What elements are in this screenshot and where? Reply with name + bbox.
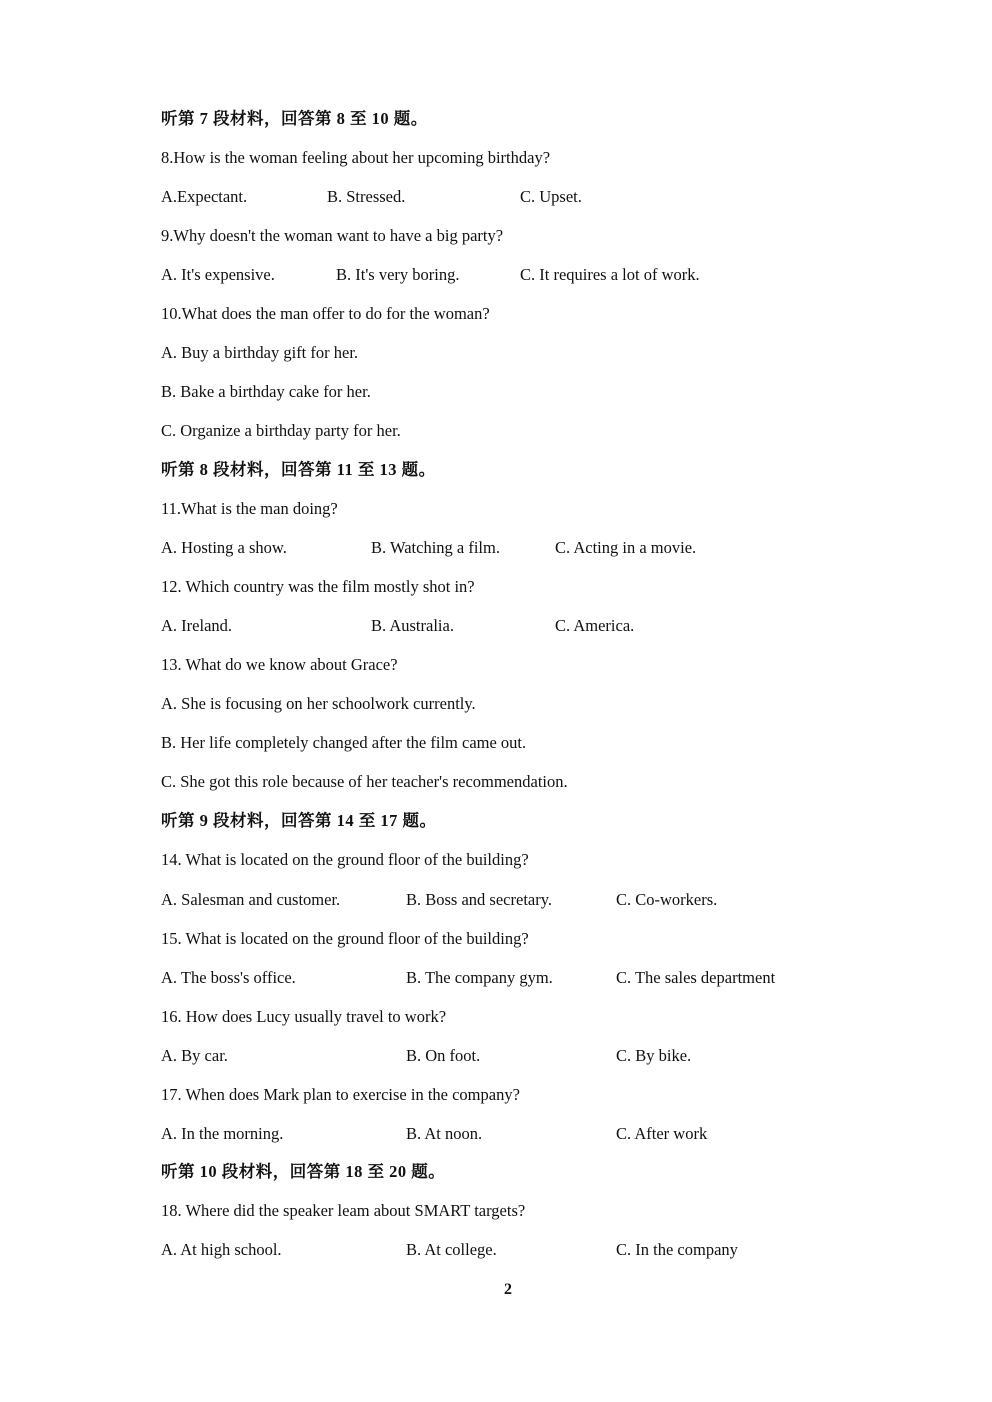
question-12-stem: 12. Which country was the film mostly shot in? [161, 577, 475, 596]
question-8-option-b: B. Stressed. [327, 187, 406, 206]
question-18-option-b: B. At college. [406, 1240, 497, 1259]
question-18-options [161, 1238, 861, 1262]
section-heading-9: 听第 9 段材料，回答第 14 至 17 题。 [161, 811, 437, 830]
question-12-option-c: C. America. [555, 616, 635, 635]
question-17-option-b: B. At noon. [406, 1124, 483, 1143]
question-8-option-a: A.Expectant. [161, 187, 248, 206]
question-14-options [161, 888, 861, 912]
question-8-stem: 8.How is the woman feeling about her upcoming birthday? [161, 148, 551, 167]
question-10-option-b: B. Bake a birthday cake for her. [161, 382, 371, 401]
question-16-stem: 16. How does Lucy usually travel to work? [161, 1007, 447, 1026]
question-12-option-a: A. Ireland. [161, 616, 233, 635]
question-18-stem: 18. Where did the speaker leam about SMART targets? [161, 1201, 526, 1220]
question-18-option-c: C. In the company [616, 1240, 738, 1259]
question-17-option-a: A. In the morning. [161, 1124, 284, 1143]
question-16-option-a: A. By car. [161, 1046, 228, 1065]
question-16-options [161, 1044, 861, 1068]
page-number: 2 [504, 1281, 512, 1298]
question-13-stem: 13. What do we know about Grace? [161, 655, 398, 674]
question-10-stem: 10.What does the man offer to do for the woman? [161, 304, 490, 323]
section-heading-10: 听第 10 段材料，回答第 18 至 20 题。 [161, 1162, 446, 1181]
question-14-option-a: A. Salesman and customer. [161, 890, 341, 909]
question-17-stem: 17. When does Mark plan to exercise in the company? [161, 1085, 520, 1104]
section-heading-7: 听第 7 段材料，回答第 8 至 10 题。 [161, 109, 428, 128]
question-9-stem: 9.Why doesn't the woman want to have a big party? [161, 226, 504, 245]
question-8-options [161, 185, 861, 209]
question-11-options [161, 536, 861, 560]
question-13-option-a: A. She is focusing on her schoolwork currently. [161, 694, 476, 713]
question-14-option-b: B. Boss and secretary. [406, 890, 553, 909]
question-9-options [161, 263, 861, 287]
question-18-option-a: A. At high school. [161, 1240, 282, 1259]
question-11-option-c: C. Acting in a movie. [555, 538, 697, 557]
question-11-stem: 11.What is the man doing? [161, 499, 338, 518]
question-15-option-c: C. The sales department [616, 968, 776, 987]
question-16-option-c: C. By bike. [616, 1046, 692, 1065]
question-10-option-c: C. Organize a birthday party for her. [161, 421, 401, 440]
question-15-option-b: B. The company gym. [406, 968, 553, 987]
question-12-option-b: B. Australia. [371, 616, 454, 635]
question-11-option-b: B. Watching a film. [371, 538, 500, 557]
question-15-options [161, 966, 861, 990]
section-heading-8: 听第 8 段材料，回答第 11 至 13 题。 [161, 460, 436, 479]
question-17-option-c: C. After work [616, 1124, 708, 1143]
question-9-option-b: B. It's very boring. [336, 265, 460, 284]
question-15-option-a: A. The boss's office. [161, 968, 296, 987]
question-16-option-b: B. On foot. [406, 1046, 481, 1065]
question-17-options [161, 1122, 861, 1146]
question-10-option-a: A. Buy a birthday gift for her. [161, 343, 359, 362]
question-13-option-c: C. She got this role because of her teacher's recommendation. [161, 772, 568, 791]
question-15-stem: 15. What is located on the ground floor of the building? [161, 929, 529, 948]
question-12-options [161, 614, 861, 638]
question-8-option-c: C. Upset. [520, 187, 582, 206]
question-11-option-a: A. Hosting a show. [161, 538, 287, 557]
question-9-option-a: A. It's expensive. [161, 265, 275, 284]
question-13-option-b: B. Her life completely changed after the film came out. [161, 733, 527, 752]
question-14-stem: 14. What is located on the ground floor of the building? [161, 850, 529, 869]
question-14-option-c: C. Co-workers. [616, 890, 718, 909]
question-9-option-c: C. It requires a lot of work. [520, 265, 700, 284]
